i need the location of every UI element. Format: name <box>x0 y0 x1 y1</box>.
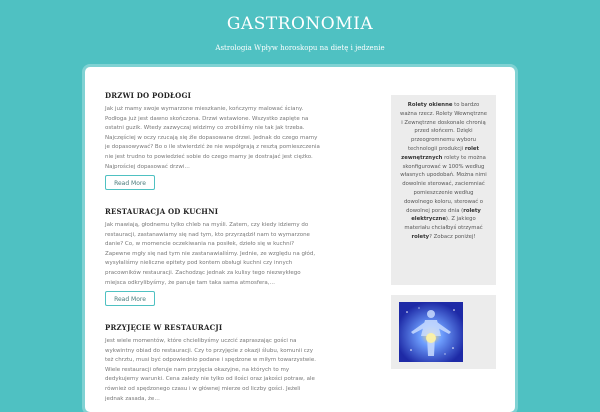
site-tagline: Astrologia Wpływ horoskopu na dietę i jedzenie <box>215 44 385 52</box>
widget-text-segment: rolety te można skonfigurować w 100% według własnych upodobań. Można nimi dowolnie sterować, zaciemniać pomieszczenie według dowolnego koloru, sterować o dowolnej porze dnia ( <box>400 154 487 214</box>
post-article <box>105 207 320 303</box>
image-widget <box>391 295 496 369</box>
widget-text-segment: ? Zobacz poniżej! <box>429 233 476 240</box>
text-widget <box>391 95 496 285</box>
widget-text-segment: ). Z jakiego materiału chciałbyś otrzymać <box>404 216 483 232</box>
site-header <box>0 0 600 66</box>
link-rolety-okienne[interactable]: Rolety okienne <box>407 102 453 108</box>
post-title[interactable]: RESTAURACJA OD KUCHNI <box>105 207 219 216</box>
post-title[interactable]: DRZWI DO PODŁOGI <box>105 91 192 100</box>
post-excerpt: Jak już mamy swoje wymarzone mieszkanie, kończymy malować ściany. Podłoga już jest dawno skończona. Drzwi wstawione. Wszystko zapięte na ostatni guzik. Wtedy zazwyczaj widzimy co zrobiliśmy nie tak jak trzeba. Najczęściej w oczy rzucają się źle dopasowane drzwi. Jednak do czego mamy je dopasowywać? Bo o ile stwierdzić że nie współgrają z resztą pomieszczenia nie jest trudno to powiedzieć sobie do czego mamy je dostrajać jest ciężko. Najprościej dopasować drzwi… <box>105 106 320 170</box>
widget-text <box>391 95 496 248</box>
site-title[interactable]: GASTRONOMIA <box>226 14 374 34</box>
post-title[interactable]: PRZYJĘCIE W RESTAURACJI <box>105 323 223 332</box>
content-card <box>85 67 515 412</box>
zodiac-body-icon[interactable] <box>399 302 463 362</box>
post-excerpt: Jest wiele momentów, które chcielibyśmy uczcić zapraszając gości na wykwintny obiad do restauracji. Czy to przyjęcie z okazji ślubu, komunii czy też chrztu, musi być odpowiednio podane i spędzone w miłym towarzystwie. Wiele restauracji oferuje nam przyjęcia okazyjne, na których to my dedykujemy warunki. Cena zależy nie tylko od ilości oraz jakości potraw, ale również od spędzonego czasu i w głównej mierze od liczby gości. Jeżeli jednak zasada, że… <box>105 338 316 402</box>
post-article <box>105 91 320 187</box>
link-rolety-elektryczne[interactable]: rolety elektryczne <box>411 207 481 223</box>
link-rolet-zewnetrznych[interactable]: rolet zewnętrznych <box>401 145 480 161</box>
post-excerpt: Jak mawiają, głodnemu tylko chleb na myśli. Zatem, czy kiedy idziemy do restauracji, zastanawiamy się nad tym, kto przyrządził nam to wymarzone danie? Co, w momencie oczekiwania na posiłek, dzieło się w kuchni? Zapewne mgły się nad tym nie zastanawialiśmy. Jednie, ze względu na głód, wysyłaliśmy nieliczne epitety pod kontem obsługi kuchni czy innych pracowników restauracji. Zachodząc jednak za kulisy tego niezwykłego miejsca odkrylibyśmy, że panuje tam taka sama atmosfera,… <box>105 222 316 286</box>
read-more-button[interactable]: Read More <box>105 175 155 190</box>
read-more-button[interactable]: Read More <box>105 291 155 306</box>
link-rolety[interactable]: rolety <box>411 233 430 240</box>
widget-text-segment: to bardzo ważna rzecz. Rolety Wewnętrzne i Zewnętrzne doskonale chronią przed słońcem. Dzięki przeogromnemu wyboru technologii produkcji <box>399 102 487 152</box>
post-article <box>105 323 320 404</box>
